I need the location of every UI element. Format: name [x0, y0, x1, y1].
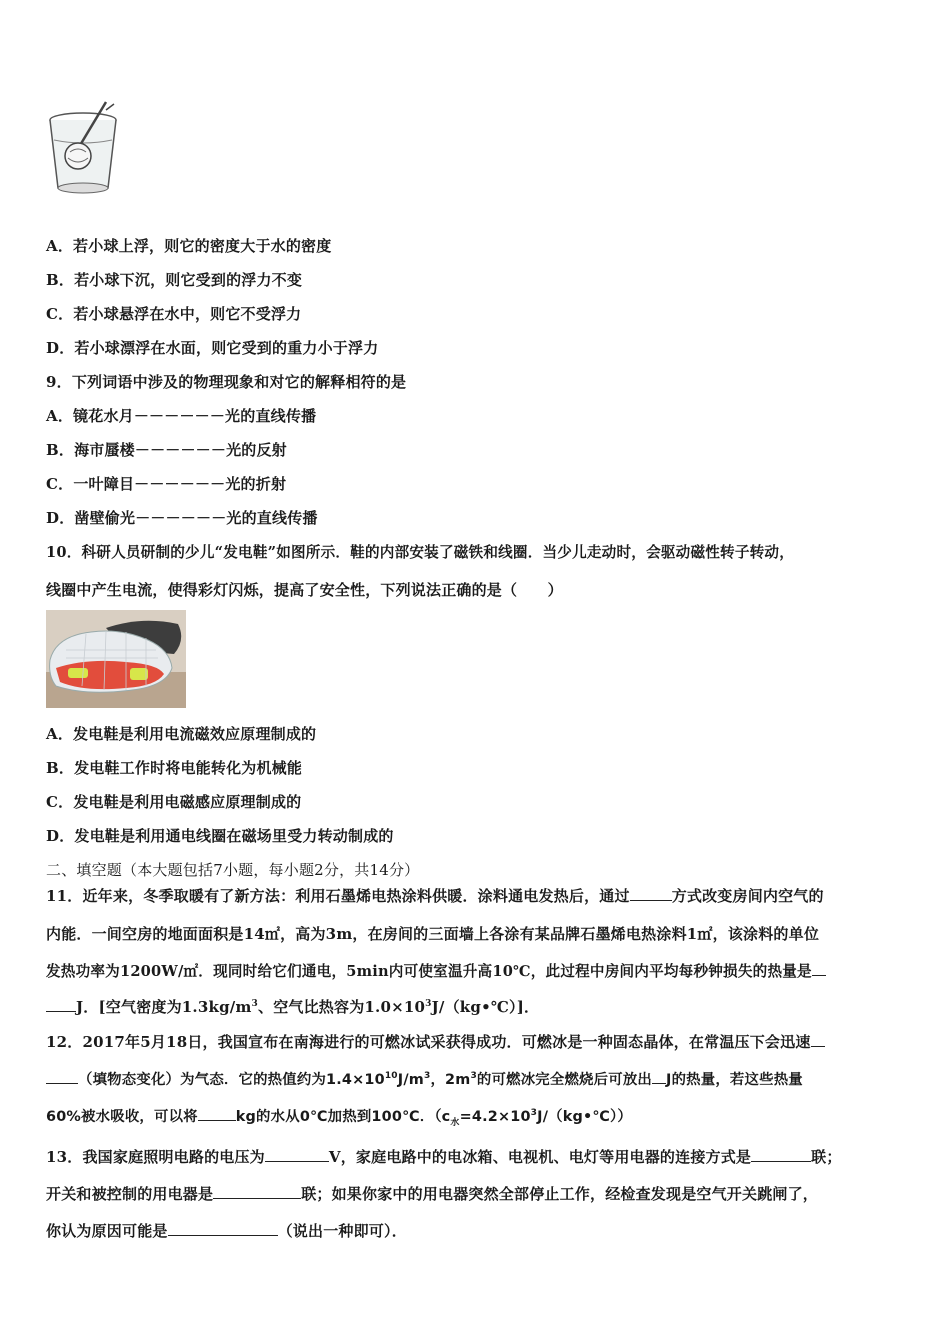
q12-blank-1a[interactable]	[811, 1032, 825, 1047]
q12-blank-1b[interactable]	[46, 1069, 78, 1084]
q12-line2-text-d: 的可燃冰完全燃烧后可放出	[476, 1072, 653, 1088]
q11-sup-3: 3	[251, 999, 258, 1009]
q11-blank-2b[interactable]	[46, 997, 76, 1012]
q11-line4	[46, 996, 539, 1017]
q12-line2-text-a: （填物态变化）为气态．它的热值约为1.4×10	[78, 1072, 385, 1088]
q12-sup-3c: 3	[530, 1108, 538, 1119]
q9-option-b: B．海市蜃楼－－－－－－光的反射	[46, 441, 287, 459]
q9-option-c: C．一叶障目－－－－－－光的折射	[46, 475, 287, 493]
q12-line3	[46, 1105, 632, 1128]
q12-blank-3[interactable]	[198, 1106, 236, 1121]
q11-line4-text-c: J/（kg•℃）]．	[431, 998, 540, 1016]
generator-shoe-figure	[46, 610, 186, 708]
q13-line2	[46, 1183, 818, 1204]
q11-line4-text-b: 、空气比热容为1.0×10	[258, 998, 426, 1016]
q12-line3-text-e: J/（kg•℃））	[537, 1109, 633, 1125]
q12-line2-text-b: J/m	[397, 1072, 424, 1088]
q8-option-b: B．若小球下沉，则它受到的浮力不变	[46, 271, 303, 289]
q10-stem-line2: 线圈中产生电流，使得彩灯闪烁，提高了安全性，下列说法正确的是（ ）	[46, 581, 563, 599]
q12-line3-text-a: 60%被水吸收，可以将	[46, 1109, 198, 1125]
q13-line2-text-b: 联；如果你家中的用电器突然全部停止工作，经检查发现是空气开关跳闸了，	[301, 1185, 819, 1203]
q12-line2	[46, 1068, 803, 1089]
q13-blank-3[interactable]	[213, 1184, 301, 1199]
q9-stem: 9．下列词语中涉及的物理现象和对它的解释相符的是	[46, 373, 407, 391]
q12-line1-text: 12．2017年5月18日，我国宣布在南海进行的可燃冰试采获得成功．可燃冰是一种固态晶体，在常温压下会迅速	[46, 1033, 811, 1051]
q13-line1-text-b: V，家庭电路中的电冰箱、电视机、电灯等用电器的连接方式是	[328, 1148, 752, 1166]
q12-line2-text-e: J的热量，若这些热量	[666, 1072, 803, 1088]
q13-blank-2[interactable]	[751, 1147, 811, 1162]
section2-title: 二、填空题（本大题包括7小题，每小题2分，共14分）	[46, 861, 420, 879]
q12-line3-text-b: kg的水从0℃加热到100℃．（c	[235, 1109, 451, 1125]
glass-ball-drawing	[46, 100, 122, 198]
q13-line3	[46, 1220, 407, 1241]
q10-stem-line1: 10．科研人员研制的少儿“发电鞋”如图所示．鞋的内部安装了磁铁和线圈．当少儿走动时，会驱动磁性转子转动，	[46, 544, 795, 561]
q13-line2-text-a: 开关和被控制的用电器是	[46, 1185, 214, 1203]
q12-sub-water: 水	[450, 1117, 460, 1128]
q12-line3-text-d: =4.2×10	[459, 1109, 531, 1125]
q8-option-c: C．若小球悬浮在水中，则它不受浮力	[46, 305, 302, 323]
q11-line3	[46, 960, 826, 981]
q13-blank-1[interactable]	[265, 1147, 329, 1162]
q13-line1-text-c: 联；	[811, 1148, 842, 1166]
q12-sup-3a: 3	[423, 1071, 431, 1082]
q13-line1	[46, 1146, 842, 1167]
q11-line3-text: 发热功率为1200W/㎡．现同时给它们通电，5min内可使室温升高10℃，此过程中房间内平均每秒钟损失的热量是	[46, 963, 812, 980]
q9-option-d: D．凿壁偷光－－－－－－光的直线传播	[46, 509, 318, 527]
q11-line1-text-a: 11．近年来，冬季取暖有了新方法：利用石墨烯电热涂料供暖．涂料通电发热后，通过	[46, 887, 630, 905]
q11-line4-text-a: J．[空气密度为1.3kg/m	[76, 998, 252, 1016]
q9-option-a: A．镜花水月－－－－－－光的直线传播	[46, 407, 317, 425]
q13-line3-text-b: （说出一种即可）．	[277, 1222, 407, 1240]
q12-line1	[46, 1031, 825, 1052]
q11-blank-1[interactable]	[630, 886, 672, 901]
q12-sup-3b: 3	[470, 1071, 477, 1082]
q13-line3-text-a: 你认为原因可能是	[46, 1222, 168, 1240]
q12-line2-text-c: ，2m	[430, 1072, 471, 1088]
q10-option-c: C．发电鞋是利用电磁感应原理制成的	[46, 793, 302, 811]
q8-option-d: D．若小球漂浮在水面，则它受到的重力小于浮力	[46, 339, 379, 357]
q8-option-a: A．若小球上浮，则它的密度大于水的密度	[46, 237, 332, 255]
q11-sup-3b: 3	[425, 999, 432, 1009]
q12-sup-10: 10	[384, 1071, 398, 1082]
q10-option-d: D．发电鞋是利用通电线圈在磁场里受力转动制成的	[46, 827, 394, 845]
q11-line2: 内能．一间空房的地面面积是14㎡，高为3m，在房间的三面墙上各涂有某品牌石墨烯电热涂料1㎡，该涂料的单位	[46, 925, 820, 943]
q10-option-b: B．发电鞋工作时将电能转化为机械能	[46, 759, 303, 777]
q12-blank-2[interactable]	[652, 1069, 666, 1084]
q11-line1	[46, 885, 824, 906]
q11-blank-2a[interactable]	[812, 961, 826, 976]
q13-blank-4[interactable]	[168, 1221, 278, 1236]
q11-line1-text-b: 方式改变房间内空气的	[671, 887, 824, 905]
q10-option-a: A．发电鞋是利用电流磁效应原理制成的	[46, 725, 317, 743]
generator-shoe-photo	[46, 610, 186, 708]
q13-line1-text-a: 13．我国家庭照明电路的电压为	[46, 1148, 265, 1166]
glass-ball-figure	[46, 100, 122, 198]
